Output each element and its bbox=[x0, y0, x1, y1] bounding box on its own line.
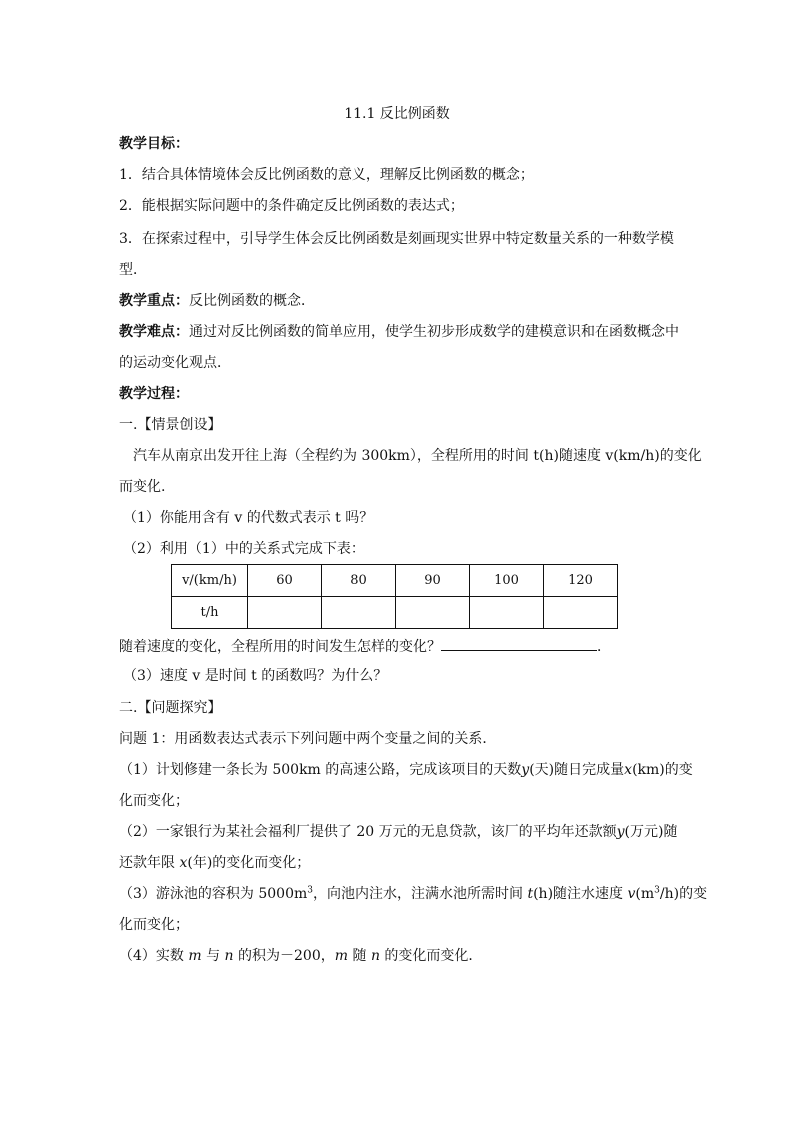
variable: y bbox=[521, 762, 530, 778]
text-run: (km)的变 bbox=[632, 762, 693, 778]
goal-item: 3．在探索过程中，引导学生体会反比例函数是刻画现实世界中特定数量关系的一种数学模 bbox=[119, 231, 674, 247]
text-run: ，向池内注水，注满水池所需时间 bbox=[313, 886, 528, 902]
problem-item-2 bbox=[119, 822, 679, 842]
key-point-label: 教学重点： bbox=[119, 293, 189, 309]
question-2: （2）利用（1）中的关系式完成下表： bbox=[123, 541, 365, 557]
problem-item-3-continued: 化而变化； bbox=[119, 917, 189, 933]
variable: v bbox=[627, 886, 636, 902]
table-answer-cell[interactable] bbox=[544, 597, 618, 629]
text-run: /h)的变 bbox=[659, 886, 708, 902]
table-answer-cell[interactable] bbox=[396, 597, 470, 629]
problem-item-4 bbox=[119, 946, 679, 966]
text-run: (h)随注水速度 bbox=[533, 886, 628, 902]
text-run: （4）实数 bbox=[119, 948, 189, 964]
text-run: (年)的变化而变化； bbox=[187, 855, 311, 871]
problem-1: 问题 1：用函数表达式表示下列问题中两个变量之间的关系． bbox=[119, 731, 497, 747]
process-heading: 教学过程： bbox=[119, 386, 189, 402]
problem-item-2-continued bbox=[119, 853, 679, 873]
text-run: (m bbox=[635, 886, 655, 902]
table-cell: 60 bbox=[248, 565, 322, 597]
problem-item-3 bbox=[119, 884, 708, 904]
difficulty-label: 教学难点： bbox=[119, 324, 189, 340]
variable: m bbox=[188, 948, 202, 964]
table-answer-cell[interactable] bbox=[322, 597, 396, 629]
text-run: （1）计划修建一条长为 500km 的高速公路，完成该项目的天数 bbox=[119, 762, 522, 778]
section-heading: 一.【情景创设】 bbox=[119, 417, 222, 433]
key-point-text: 反比例函数的概念． bbox=[189, 293, 315, 309]
table-cell: 80 bbox=[322, 565, 396, 597]
goal-item: 2．能根据实际问题中的条件确定反比例函数的表达式； bbox=[119, 198, 464, 214]
answer-blank[interactable] bbox=[441, 636, 597, 651]
text-run: 的积为－200， bbox=[233, 948, 335, 964]
table-answer-cell[interactable] bbox=[470, 597, 544, 629]
section-heading: 二.【问题探究】 bbox=[119, 700, 222, 716]
follow-question-text: 随着速度的变化，全程所用的时间发生怎样的变化？ bbox=[119, 639, 441, 655]
text-run: 随 bbox=[348, 948, 371, 964]
key-point bbox=[119, 291, 679, 311]
difficulty-text: 通过对反比例函数的简单应用，使学生初步形成数学的建模意识和在函数概念中 bbox=[189, 324, 679, 340]
variable: t bbox=[527, 886, 534, 902]
goal-item: 1．结合具体情境体会反比例函数的意义，理解反比例函数的概念； bbox=[119, 167, 534, 183]
text-run: （3）游泳池的容积为 5000m bbox=[119, 886, 308, 902]
difficulty-continued: 的运动变化观点． bbox=[119, 355, 231, 371]
scenario-text-continued: 而变化. bbox=[119, 479, 166, 495]
problem-item-1-continued: 化而变化； bbox=[119, 793, 189, 809]
problem-item-1 bbox=[119, 760, 693, 780]
table-cell: 90 bbox=[396, 565, 470, 597]
text-run: (天)随日完成量 bbox=[529, 762, 625, 778]
superscript: 3 bbox=[654, 885, 660, 896]
variable: x bbox=[624, 762, 633, 778]
follow-question bbox=[119, 636, 679, 657]
text-run: (万元)随 bbox=[624, 824, 678, 840]
superscript: 3 bbox=[307, 885, 313, 896]
text-run: 与 bbox=[201, 948, 225, 964]
variable: y bbox=[616, 824, 625, 840]
variable: m bbox=[334, 948, 349, 964]
difficulty bbox=[119, 322, 679, 342]
goal-item-continued: 型． bbox=[119, 262, 147, 278]
table-answer-cell[interactable] bbox=[248, 597, 322, 629]
scenario-text: 汽车从南京出发开往上海（全程约为 300km），全程所用的时间 t(h)随速度 v(km/h)的变化 bbox=[133, 448, 702, 464]
table-row bbox=[172, 597, 618, 629]
text-run: 还款年限 bbox=[119, 855, 180, 871]
table-cell: 120 bbox=[544, 565, 618, 597]
table-header-cell: v/(km/h) bbox=[172, 565, 248, 597]
question-1: （1）你能用含有 v 的代数式表示 t 吗？ bbox=[123, 510, 374, 526]
table-header-cell: t/h bbox=[172, 597, 248, 629]
page-title: 11.1 反比例函数 bbox=[344, 106, 450, 122]
variable: x bbox=[179, 855, 188, 871]
question-3: （3）速度 v 是时间 t 的函数吗？为什么？ bbox=[123, 668, 388, 684]
goals-heading: 教学目标： bbox=[119, 136, 189, 152]
table-cell: 100 bbox=[470, 565, 544, 597]
text-run: 的变化而变化． bbox=[379, 948, 483, 964]
table-row bbox=[172, 565, 618, 597]
speed-time-table bbox=[171, 564, 618, 629]
variable: n bbox=[370, 948, 380, 964]
text-run: （2）一家银行为某社会福利厂提供了 20 万元的无息贷款，该厂的平均年还款额 bbox=[119, 824, 617, 840]
follow-question-end: ． bbox=[597, 639, 611, 655]
variable: n bbox=[224, 948, 234, 964]
